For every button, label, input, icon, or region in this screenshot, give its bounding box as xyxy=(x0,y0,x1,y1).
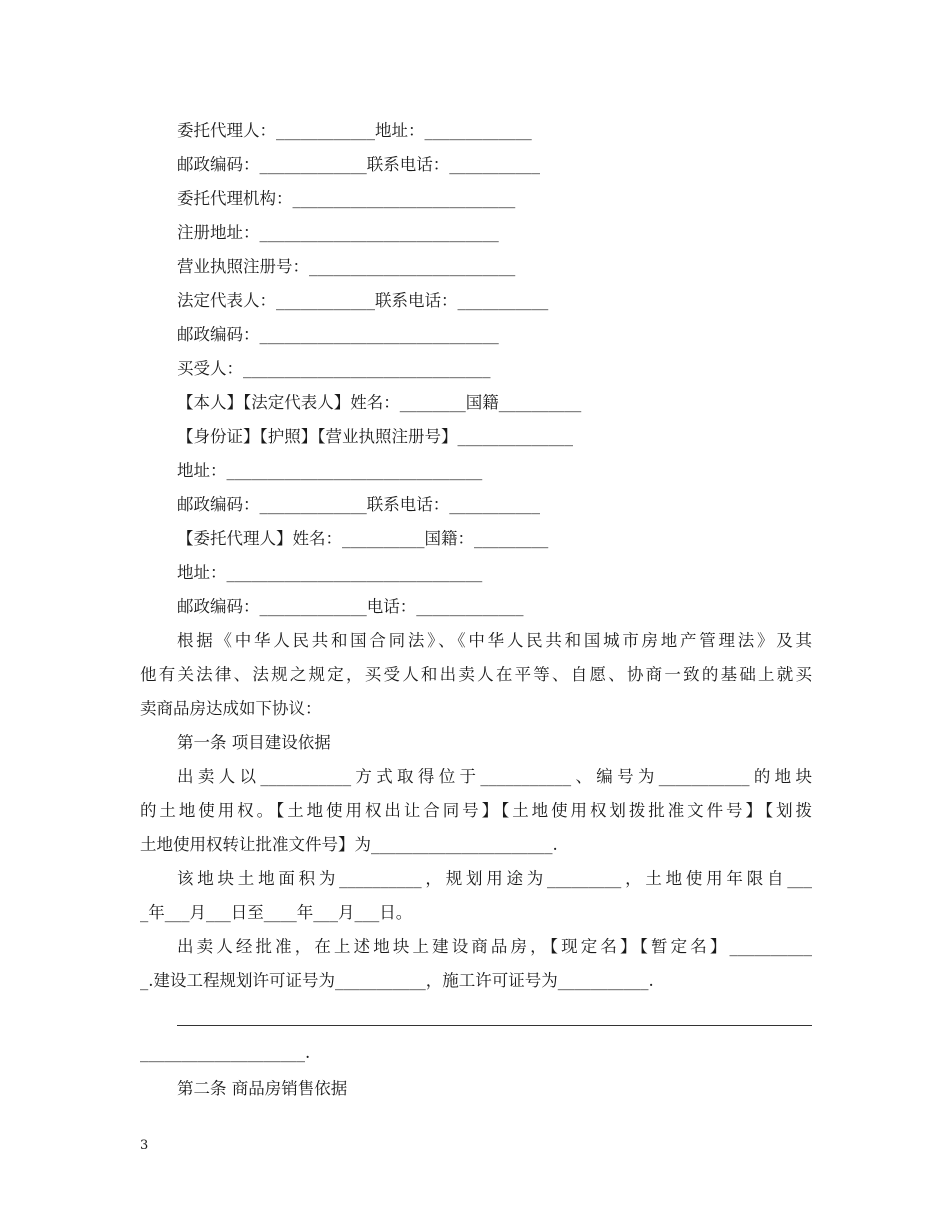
blank-line-end: ____________________. xyxy=(140,1043,311,1062)
land-area-line-1: 该地块土地面积为__________，规划用途为_________，土地使用年限自___ xyxy=(177,869,812,888)
construction-line-1: 出卖人经批准，在上述地块上建设商品房，【现定名】【暂定名】__________ xyxy=(177,937,812,956)
preamble-line-1: 根据《中华人民共和国合同法》、《中华人民共和国城市房地产管理法》及其 xyxy=(177,631,812,650)
legal-rep-line: 法定代表人：____________联系电话：___________ xyxy=(177,291,549,310)
article-2-heading: 第二条 商品房销售依据 xyxy=(177,1079,348,1098)
buyer-address-line: 地址：_______________________________ xyxy=(177,461,483,480)
article-1-line-2: 的土地使用权。【土地使用权出让合同号】【土地使用权划拨批准文件号】【划拨 xyxy=(140,801,812,820)
postcode-phone-line: 邮政编码：_____________联系电话：___________ xyxy=(177,155,540,174)
land-area-line-2: _年___月___日至____年___月___日。 xyxy=(140,903,413,922)
license-number-line: 营业执照注册号：_________________________ xyxy=(177,257,516,276)
construction-line-2: _.建设工程规划许可证号为___________，施工许可证号为___________. xyxy=(140,971,654,990)
buyer-agent-line: 【委托代理人】姓名：__________国籍：_________ xyxy=(177,529,549,548)
article-1-line-3: 土地使用权转让批准文件号】为______________________. xyxy=(140,835,558,854)
preamble-line-3: 卖商品房达成如下协议： xyxy=(140,699,322,718)
article-1-line-1: 出卖人以___________方式取得位于___________、编号为___________的地块 xyxy=(177,767,812,786)
registered-address-line: 注册地址：_____________________________ xyxy=(177,223,499,242)
buyer-line: 买受人：______________________________ xyxy=(177,359,491,378)
buyer-name-line: 【本人】【法定代表人】姓名：________国籍__________ xyxy=(177,393,582,412)
agency-line: 委托代理机构：___________________________ xyxy=(177,189,516,208)
page-number: 3 xyxy=(140,1138,149,1153)
buyer-agent-postcode-line: 邮政编码：_____________电话：_____________ xyxy=(177,597,524,616)
preamble-line-2: 他有关法律、法规之规定，买受人和出卖人在平等、自愿、协商一致的基础上就买 xyxy=(140,665,812,684)
article-1-heading: 第一条 项目建设依据 xyxy=(177,733,331,752)
agent-address-line: 委托代理人：____________地址：_____________ xyxy=(177,121,532,140)
buyer-agent-address-line: 地址：_______________________________ xyxy=(177,563,483,582)
blank-rule xyxy=(177,1025,812,1026)
buyer-postcode-phone-line: 邮政编码：_____________联系电话：___________ xyxy=(177,495,540,514)
postcode-line: 邮政编码：_____________________________ xyxy=(177,325,499,344)
id-document-line: 【身份证】【护照】【营业执照注册号】______________ xyxy=(177,427,573,446)
